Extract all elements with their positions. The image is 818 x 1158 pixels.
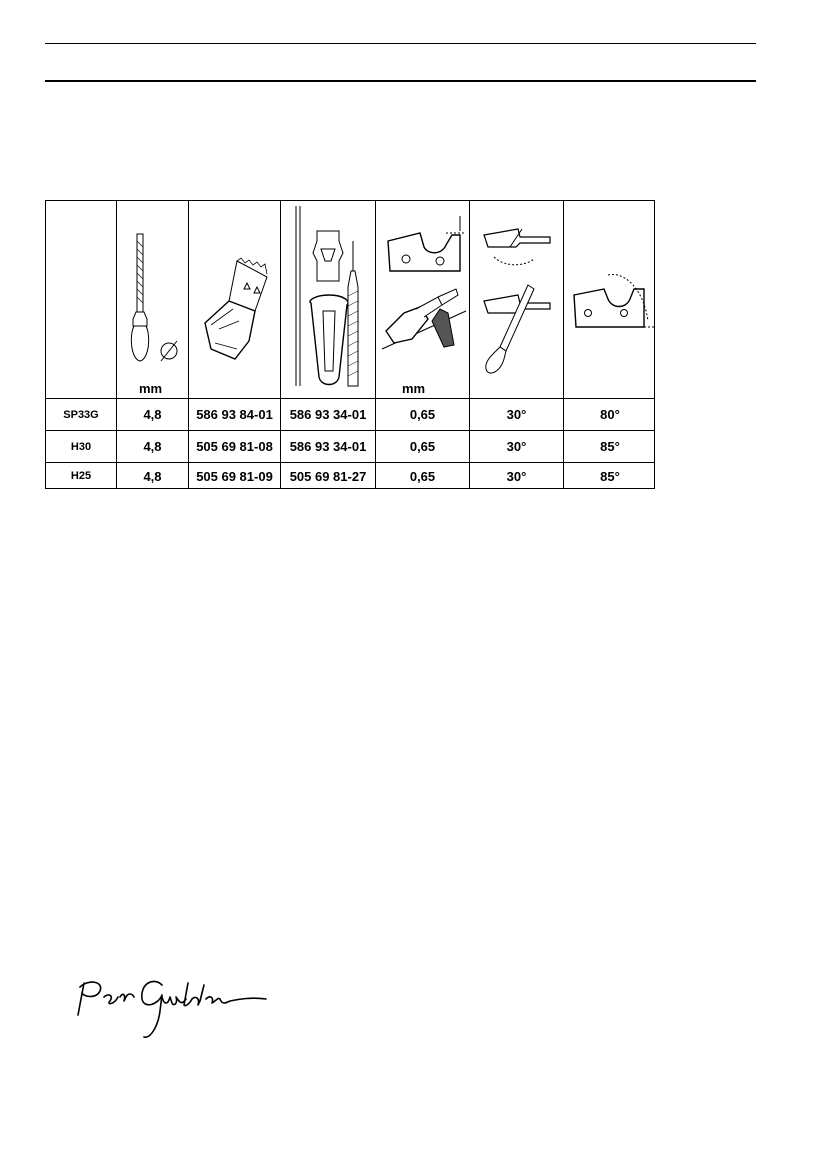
table-cell-depth-gauge-setting: 0,65 bbox=[409, 407, 436, 422]
table-cell-file-holder: 505 69 81-08 bbox=[196, 439, 273, 454]
table-cell-cutting-angle: 85° bbox=[600, 468, 620, 484]
top-rule bbox=[45, 43, 756, 44]
table-cell-model: H25 bbox=[70, 470, 92, 482]
table-cell-file-diameter: 4,8 bbox=[143, 439, 162, 454]
table-cell-model: H30 bbox=[70, 440, 92, 453]
table-cell-file-holder: 586 93 84-01 bbox=[196, 407, 273, 422]
table-cell-filing-angle: 30° bbox=[506, 439, 527, 454]
table-cell-file-holder: 505 69 81-09 bbox=[196, 468, 273, 484]
table-cell-depth-gauge-setting: 0,65 bbox=[409, 439, 436, 454]
table-cell-filing-angle: 30° bbox=[506, 407, 527, 422]
table-cell-depth-gauge-tool: 505 69 81-27 bbox=[289, 468, 367, 484]
table-cell-cutting-angle: 80° bbox=[600, 407, 620, 422]
table-cell-file-diameter: 4,8 bbox=[143, 468, 162, 484]
table-cell-filing-angle: 30° bbox=[506, 468, 527, 484]
table-cell-file-diameter: 4,8 bbox=[143, 407, 162, 422]
table-cell-cutting-angle: 85° bbox=[600, 439, 620, 454]
filing-angle-icon bbox=[470, 201, 563, 397]
file-holder-icon bbox=[189, 201, 280, 397]
round-file-icon bbox=[117, 201, 188, 397]
table-cell-model: SP33G bbox=[63, 408, 99, 421]
depth-gauge-unit: mm bbox=[402, 381, 426, 396]
signature-icon bbox=[70, 975, 270, 1045]
table-cell-depth-gauge-tool: 586 93 34-01 bbox=[289, 439, 367, 454]
file-diameter-unit: mm bbox=[139, 381, 163, 396]
header-rule bbox=[45, 80, 756, 82]
depth-gauge-setting-icon bbox=[376, 201, 469, 397]
table-cell-depth-gauge-tool: 586 93 34-01 bbox=[289, 407, 367, 422]
cutting-angle-icon bbox=[564, 201, 656, 397]
chain-specification-table bbox=[45, 200, 655, 489]
table-cell-depth-gauge-setting: 0,65 bbox=[409, 468, 436, 484]
depth-gauge-tool-icon bbox=[281, 201, 375, 397]
